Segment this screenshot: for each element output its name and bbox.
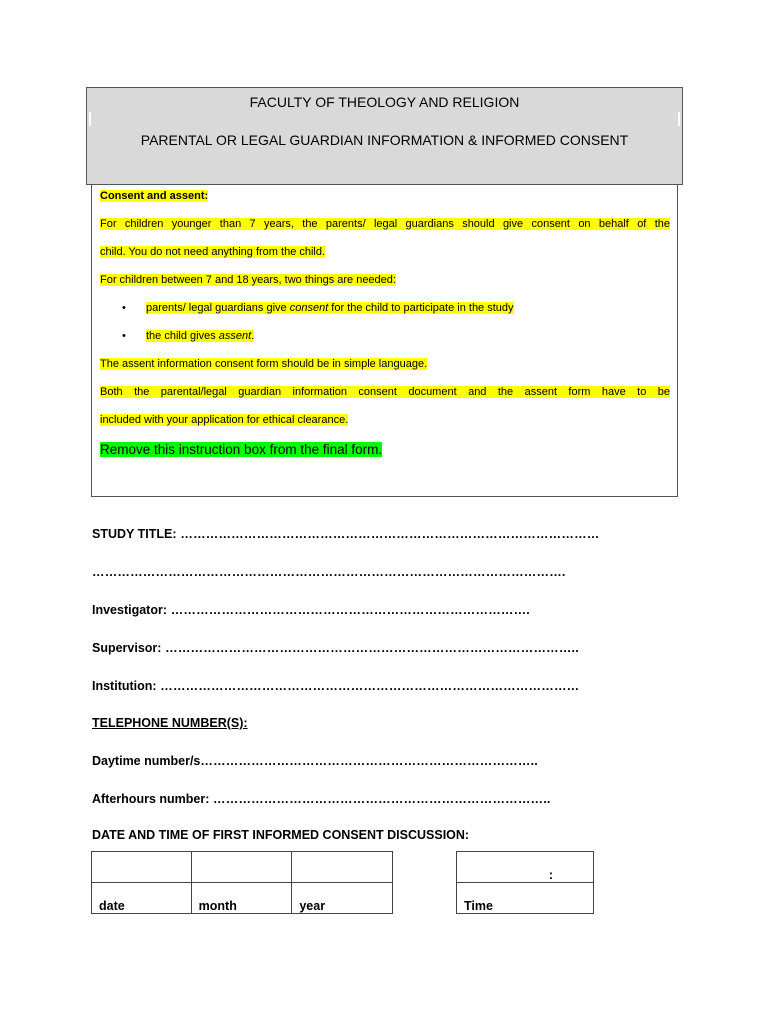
instruction-para4-line1: Both the parental/legal guardian information consent document and the assent form have to be [100, 386, 670, 398]
telephone-heading: TELEPHONE NUMBER(S): [92, 716, 248, 730]
institution-field[interactable]: Institution: ……………………………………………………………………………………… [92, 679, 580, 693]
bullet-dot-2: • [122, 330, 126, 342]
afterhours-label: Afterhours number: [92, 792, 210, 806]
header-marker-right [678, 112, 680, 126]
supervisor-field[interactable]: Supervisor: …………………………………………………………………………………….. [92, 641, 579, 655]
study-title-field[interactable]: STUDY TITLE: ……………………………………………………………………………………… [92, 527, 600, 541]
instruction-box [91, 185, 678, 497]
study-title-label: STUDY TITLE [92, 527, 173, 541]
remove-instruction-note: Remove this instruction box from the final form. [100, 442, 383, 457]
bullet-dot-1: • [122, 302, 126, 314]
date-input-cell[interactable] [92, 852, 192, 883]
faculty-title: FACULTY OF THEOLOGY AND RELIGION [249, 94, 520, 110]
instruction-para3: The assent information consent form should be in simple language. [100, 358, 428, 370]
header-marker-left [89, 112, 91, 126]
year-input-cell[interactable] [292, 852, 393, 883]
year-label: year [292, 883, 393, 914]
instruction-bullet-1: parents/ legal guardians give consent for the child to participate in the study [146, 302, 514, 314]
afterhours-number-field[interactable]: Afterhours number: …………………………………………………………………….. [92, 792, 551, 806]
time-input-cell[interactable] [457, 852, 594, 883]
time-table [456, 851, 594, 914]
instruction-para1-line1: For children younger than 7 years, the parents/ legal guardians should give consent on behalf of the [100, 218, 670, 230]
instruction-para1-line2: child. You do not need anything from the child. [100, 246, 326, 258]
form-header [86, 87, 683, 185]
month-label: month [191, 883, 292, 914]
instruction-bullet-2: the child gives assent. [146, 330, 255, 342]
instruction-para2: For children between 7 and 18 years, two things are needed: [100, 274, 396, 286]
investigator-label: Investigator: [92, 603, 168, 617]
time-label: Time [457, 883, 594, 914]
investigator-field[interactable]: Investigator: …………………………………………………………………………. [92, 603, 530, 617]
daytime-label: Daytime number/s [92, 754, 201, 768]
instruction-para4-line2: included with your application for ethical clearance. [100, 414, 349, 426]
study-title-field-line2[interactable]: …………………………………………………………………………………………………. [92, 565, 566, 579]
time-separator: : [548, 868, 554, 882]
date-table [91, 851, 393, 914]
month-input-cell[interactable] [191, 852, 292, 883]
institution-label: Institution: [92, 679, 157, 693]
daytime-number-field[interactable]: Daytime number/s…………………………………………………………………….. [92, 754, 538, 768]
form-title: PARENTAL OR LEGAL GUARDIAN INFORMATION & INFORMED CONSENT [140, 132, 629, 148]
date-label: date [92, 883, 192, 914]
date-time-heading: DATE AND TIME OF FIRST INFORMED CONSENT DISCUSSION: [92, 828, 470, 842]
instruction-heading: Consent and assent: [100, 190, 209, 202]
supervisor-label: Supervisor: [92, 641, 162, 655]
